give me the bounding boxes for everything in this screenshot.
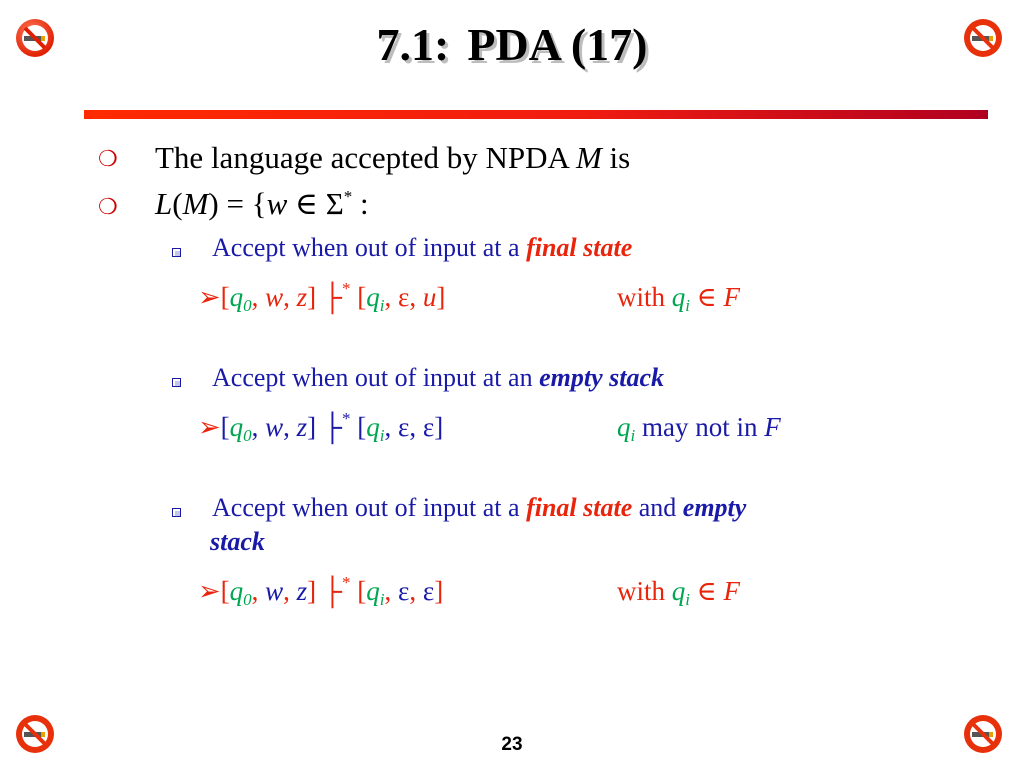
bullet-circle-icon: ❍ <box>98 146 118 171</box>
formula-3: $➢[q_0$, w, z] ├* [$q_i$, ε, ε] <box>198 573 444 609</box>
formula-2-note: $q_i$ may not in F <box>617 412 781 445</box>
bullet-square-icon <box>172 378 181 387</box>
slide-title <box>0 18 1024 71</box>
arrow-bullet-icon: ➢ <box>198 412 221 442</box>
sub-bullet-3: Accept when out of input at a final state and empty <box>212 493 747 522</box>
title-number: 7.1: <box>376 19 450 70</box>
bullet-text-2: L(M) = {w ∈ Σ* : <box>155 186 369 221</box>
page-number: 23 <box>501 734 523 755</box>
sub-bullet-3-cont: stack <box>210 527 265 556</box>
formula-1: $➢[q_0$, w, z] ├* [$q_i$, ε, u] <box>198 279 446 315</box>
bullet-circle-icon: ❍ <box>98 194 118 219</box>
title-divider <box>84 110 988 119</box>
sub-bullet-2: Accept when out of input at an empty stack <box>212 363 664 392</box>
bullet-square-icon <box>172 248 181 257</box>
formula-2: $➢[q_0$, w, z] ├* [$q_i$, ε, ε] <box>198 409 444 445</box>
bullet-square-icon <box>172 508 181 517</box>
formula-3-note: with $q_i$ ∈ F <box>617 576 740 609</box>
arrow-bullet-icon: ➢ <box>198 282 221 312</box>
title-text: PDA (17) <box>467 19 648 70</box>
formula-1-note: with $q_i$ ∈ F <box>617 282 740 315</box>
arrow-bullet-icon: ➢ <box>198 576 221 606</box>
sub-bullet-1: Accept when out of input at a final state <box>212 233 633 262</box>
bullet-text-1: The language accepted by NPDA M is <box>155 140 631 175</box>
